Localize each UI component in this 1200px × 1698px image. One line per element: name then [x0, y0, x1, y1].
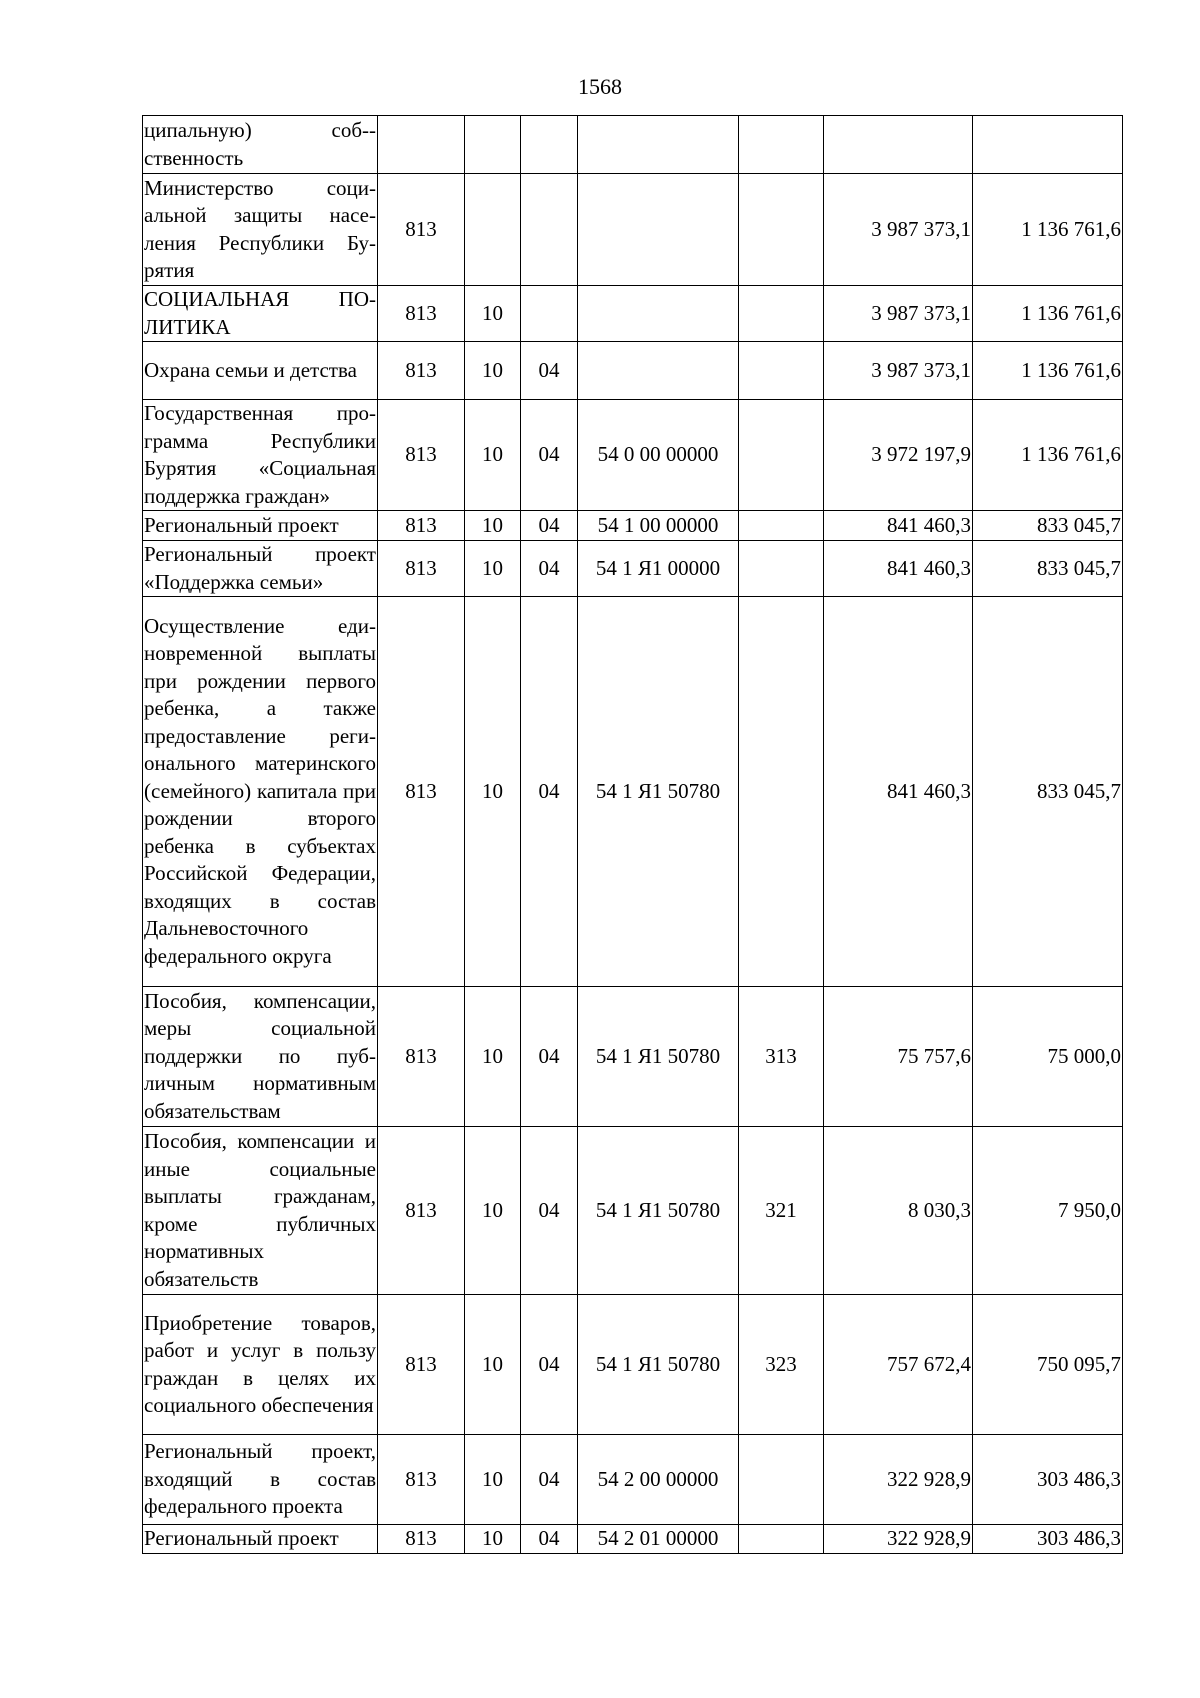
item-name: Региональный проект, входящий в состав федерального проекта: [144, 1439, 376, 1519]
amount-1-cell: 322 928,9: [824, 1435, 973, 1525]
item-name-cell: [143, 597, 378, 987]
item-name-cell: [143, 1435, 378, 1525]
item-name: Охрана семьи и детства: [144, 357, 357, 382]
pr-cell: 04: [521, 1435, 578, 1525]
table-row: [143, 342, 1123, 400]
csr-cell: [578, 116, 739, 174]
pr-cell: 04: [521, 400, 578, 511]
amount-1-cell: 75 757,6: [824, 987, 973, 1127]
item-name-cell: [143, 541, 378, 597]
rz-cell: 10: [465, 1435, 521, 1525]
pr-cell: 04: [521, 1525, 578, 1554]
table-row: [143, 116, 1123, 174]
amount-2-cell: 750 095,7: [973, 1295, 1123, 1435]
pr-cell: 04: [521, 987, 578, 1127]
csr-cell: [578, 342, 739, 400]
amount-2-cell: 303 486,3: [973, 1435, 1123, 1525]
item-name-cell: [143, 342, 378, 400]
vr-cell: 313: [739, 987, 824, 1127]
amount-2-cell: 7 950,0: [973, 1127, 1123, 1295]
csr-cell: 54 1 Я1 50780: [578, 1127, 739, 1295]
item-name: ципальную) соб-ственность: [144, 118, 376, 170]
csr-cell: 54 2 00 00000: [578, 1435, 739, 1525]
rz-cell: 10: [465, 987, 521, 1127]
item-name-cell: [143, 116, 378, 174]
ved-cell: 813: [378, 342, 465, 400]
amount-1-cell: 841 460,3: [824, 597, 973, 987]
rz-cell: [465, 174, 521, 286]
amount-2-cell: 75 000,0: [973, 987, 1123, 1127]
item-name-cell: [143, 511, 378, 541]
amount-2-cell: 1 136 761,6: [973, 400, 1123, 511]
amount-1-cell: 3 987 373,1: [824, 286, 973, 342]
item-name: Пособия, компенсации и иные социальные выплаты гражданам, кроме публичных нормативных обязательств: [144, 1129, 376, 1291]
budget-table: [142, 115, 1123, 1554]
amount-1-cell: 757 672,4: [824, 1295, 973, 1435]
amount-2-cell: [973, 116, 1123, 174]
vr-cell: [739, 1435, 824, 1525]
table-row: [143, 597, 1123, 987]
item-name: Пособия, компенсации, меры социальной поддержки по публичным нормативным обязательствам: [144, 988, 376, 1123]
pr-cell: [521, 286, 578, 342]
amount-1-cell: 8 030,3: [824, 1127, 973, 1295]
item-name-cell: [143, 1127, 378, 1295]
ved-cell: 813: [378, 541, 465, 597]
vr-cell: [739, 400, 824, 511]
item-name: Региональный проект «Поддержка семьи»: [144, 542, 376, 594]
csr-cell: 54 2 01 00000: [578, 1525, 739, 1554]
page-number: 1568: [578, 74, 622, 99]
item-name: Министерство социальной защиты населения Республики Бурятия: [144, 175, 376, 282]
pr-cell: [521, 116, 578, 174]
item-name-cell: [143, 987, 378, 1127]
table-row: [143, 1435, 1123, 1525]
rz-cell: 10: [465, 511, 521, 541]
rz-cell: 10: [465, 342, 521, 400]
vr-cell: [739, 1525, 824, 1554]
amount-2-cell: 833 045,7: [973, 511, 1123, 541]
pr-cell: 04: [521, 511, 578, 541]
vr-cell: 323: [739, 1295, 824, 1435]
csr-cell: 54 0 00 00000: [578, 400, 739, 511]
vr-cell: [739, 174, 824, 286]
item-name: Региональный проект: [144, 512, 339, 537]
rz-cell: 10: [465, 1295, 521, 1435]
table-row: [143, 541, 1123, 597]
csr-cell: 54 1 Я1 50780: [578, 987, 739, 1127]
item-name-cell: [143, 286, 378, 342]
rz-cell: 10: [465, 1525, 521, 1554]
ved-cell: 813: [378, 286, 465, 342]
item-name-cell: [143, 174, 378, 286]
amount-1-cell: 3 987 373,1: [824, 174, 973, 286]
pr-cell: 04: [521, 342, 578, 400]
rz-cell: [465, 116, 521, 174]
item-name-cell: [143, 1525, 378, 1554]
table-row: [143, 174, 1123, 286]
vr-cell: [739, 541, 824, 597]
ved-cell: 813: [378, 511, 465, 541]
amount-1-cell: 841 460,3: [824, 541, 973, 597]
ved-cell: 813: [378, 400, 465, 511]
rz-cell: 10: [465, 400, 521, 511]
vr-cell: [739, 511, 824, 541]
ved-cell: 813: [378, 174, 465, 286]
vr-cell: [739, 116, 824, 174]
pr-cell: 04: [521, 541, 578, 597]
amount-1-cell: 322 928,9: [824, 1525, 973, 1554]
table-row: [143, 511, 1123, 541]
vr-cell: [739, 597, 824, 987]
amount-2-cell: 303 486,3: [973, 1525, 1123, 1554]
csr-cell: 54 1 00 00000: [578, 511, 739, 541]
ved-cell: 813: [378, 1435, 465, 1525]
ved-cell: 813: [378, 597, 465, 987]
csr-cell: 54 1 Я1 00000: [578, 541, 739, 597]
ved-cell: 813: [378, 1525, 465, 1554]
vr-cell: [739, 342, 824, 400]
amount-2-cell: 1 136 761,6: [973, 342, 1123, 400]
table-row: [143, 987, 1123, 1127]
item-name: Осуществление единовременной выплаты при рождении первого ребенка, а также предоставление регионального материнского (семейного) капитала при рождении второго ребенка в субъектах Российской Федерации, входящих в состав Дальневосточного федерального округа: [144, 613, 376, 968]
amount-2-cell: 833 045,7: [973, 597, 1123, 987]
rz-cell: 10: [465, 541, 521, 597]
rz-cell: 10: [465, 597, 521, 987]
item-name-cell: [143, 1295, 378, 1435]
csr-cell: 54 1 Я1 50780: [578, 597, 739, 987]
ved-cell: [378, 116, 465, 174]
ved-cell: 813: [378, 1295, 465, 1435]
item-name-cell: [143, 400, 378, 511]
table-row: [143, 1127, 1123, 1295]
table-row: [143, 1525, 1123, 1554]
rz-cell: 10: [465, 1127, 521, 1295]
table-row: [143, 400, 1123, 511]
amount-1-cell: [824, 116, 973, 174]
pr-cell: [521, 174, 578, 286]
budget-table-body: [143, 116, 1123, 1554]
amount-2-cell: 1 136 761,6: [973, 286, 1123, 342]
csr-cell: 54 1 Я1 50780: [578, 1295, 739, 1435]
csr-cell: [578, 174, 739, 286]
table-row: [143, 286, 1123, 342]
csr-cell: [578, 286, 739, 342]
amount-2-cell: 1 136 761,6: [973, 174, 1123, 286]
amount-1-cell: 3 972 197,9: [824, 400, 973, 511]
item-name: Приобретение товаров, работ и услуг в пользу граждан в целях их социального обеспечения: [144, 1310, 376, 1417]
pr-cell: 04: [521, 597, 578, 987]
amount-2-cell: 833 045,7: [973, 541, 1123, 597]
ved-cell: 813: [378, 987, 465, 1127]
table-row: [143, 1295, 1123, 1435]
pr-cell: 04: [521, 1127, 578, 1295]
vr-cell: [739, 286, 824, 342]
item-name: Государственная программа Республики Бурятия «Социальная поддержка граждан»: [144, 401, 376, 508]
rz-cell: 10: [465, 286, 521, 342]
amount-1-cell: 3 987 373,1: [824, 342, 973, 400]
item-name: СОЦИАЛЬНАЯ ПОЛИТИКА: [144, 287, 376, 339]
pr-cell: 04: [521, 1295, 578, 1435]
vr-cell: 321: [739, 1127, 824, 1295]
amount-1-cell: 841 460,3: [824, 511, 973, 541]
item-name: Региональный проект: [144, 1526, 339, 1550]
ved-cell: 813: [378, 1127, 465, 1295]
